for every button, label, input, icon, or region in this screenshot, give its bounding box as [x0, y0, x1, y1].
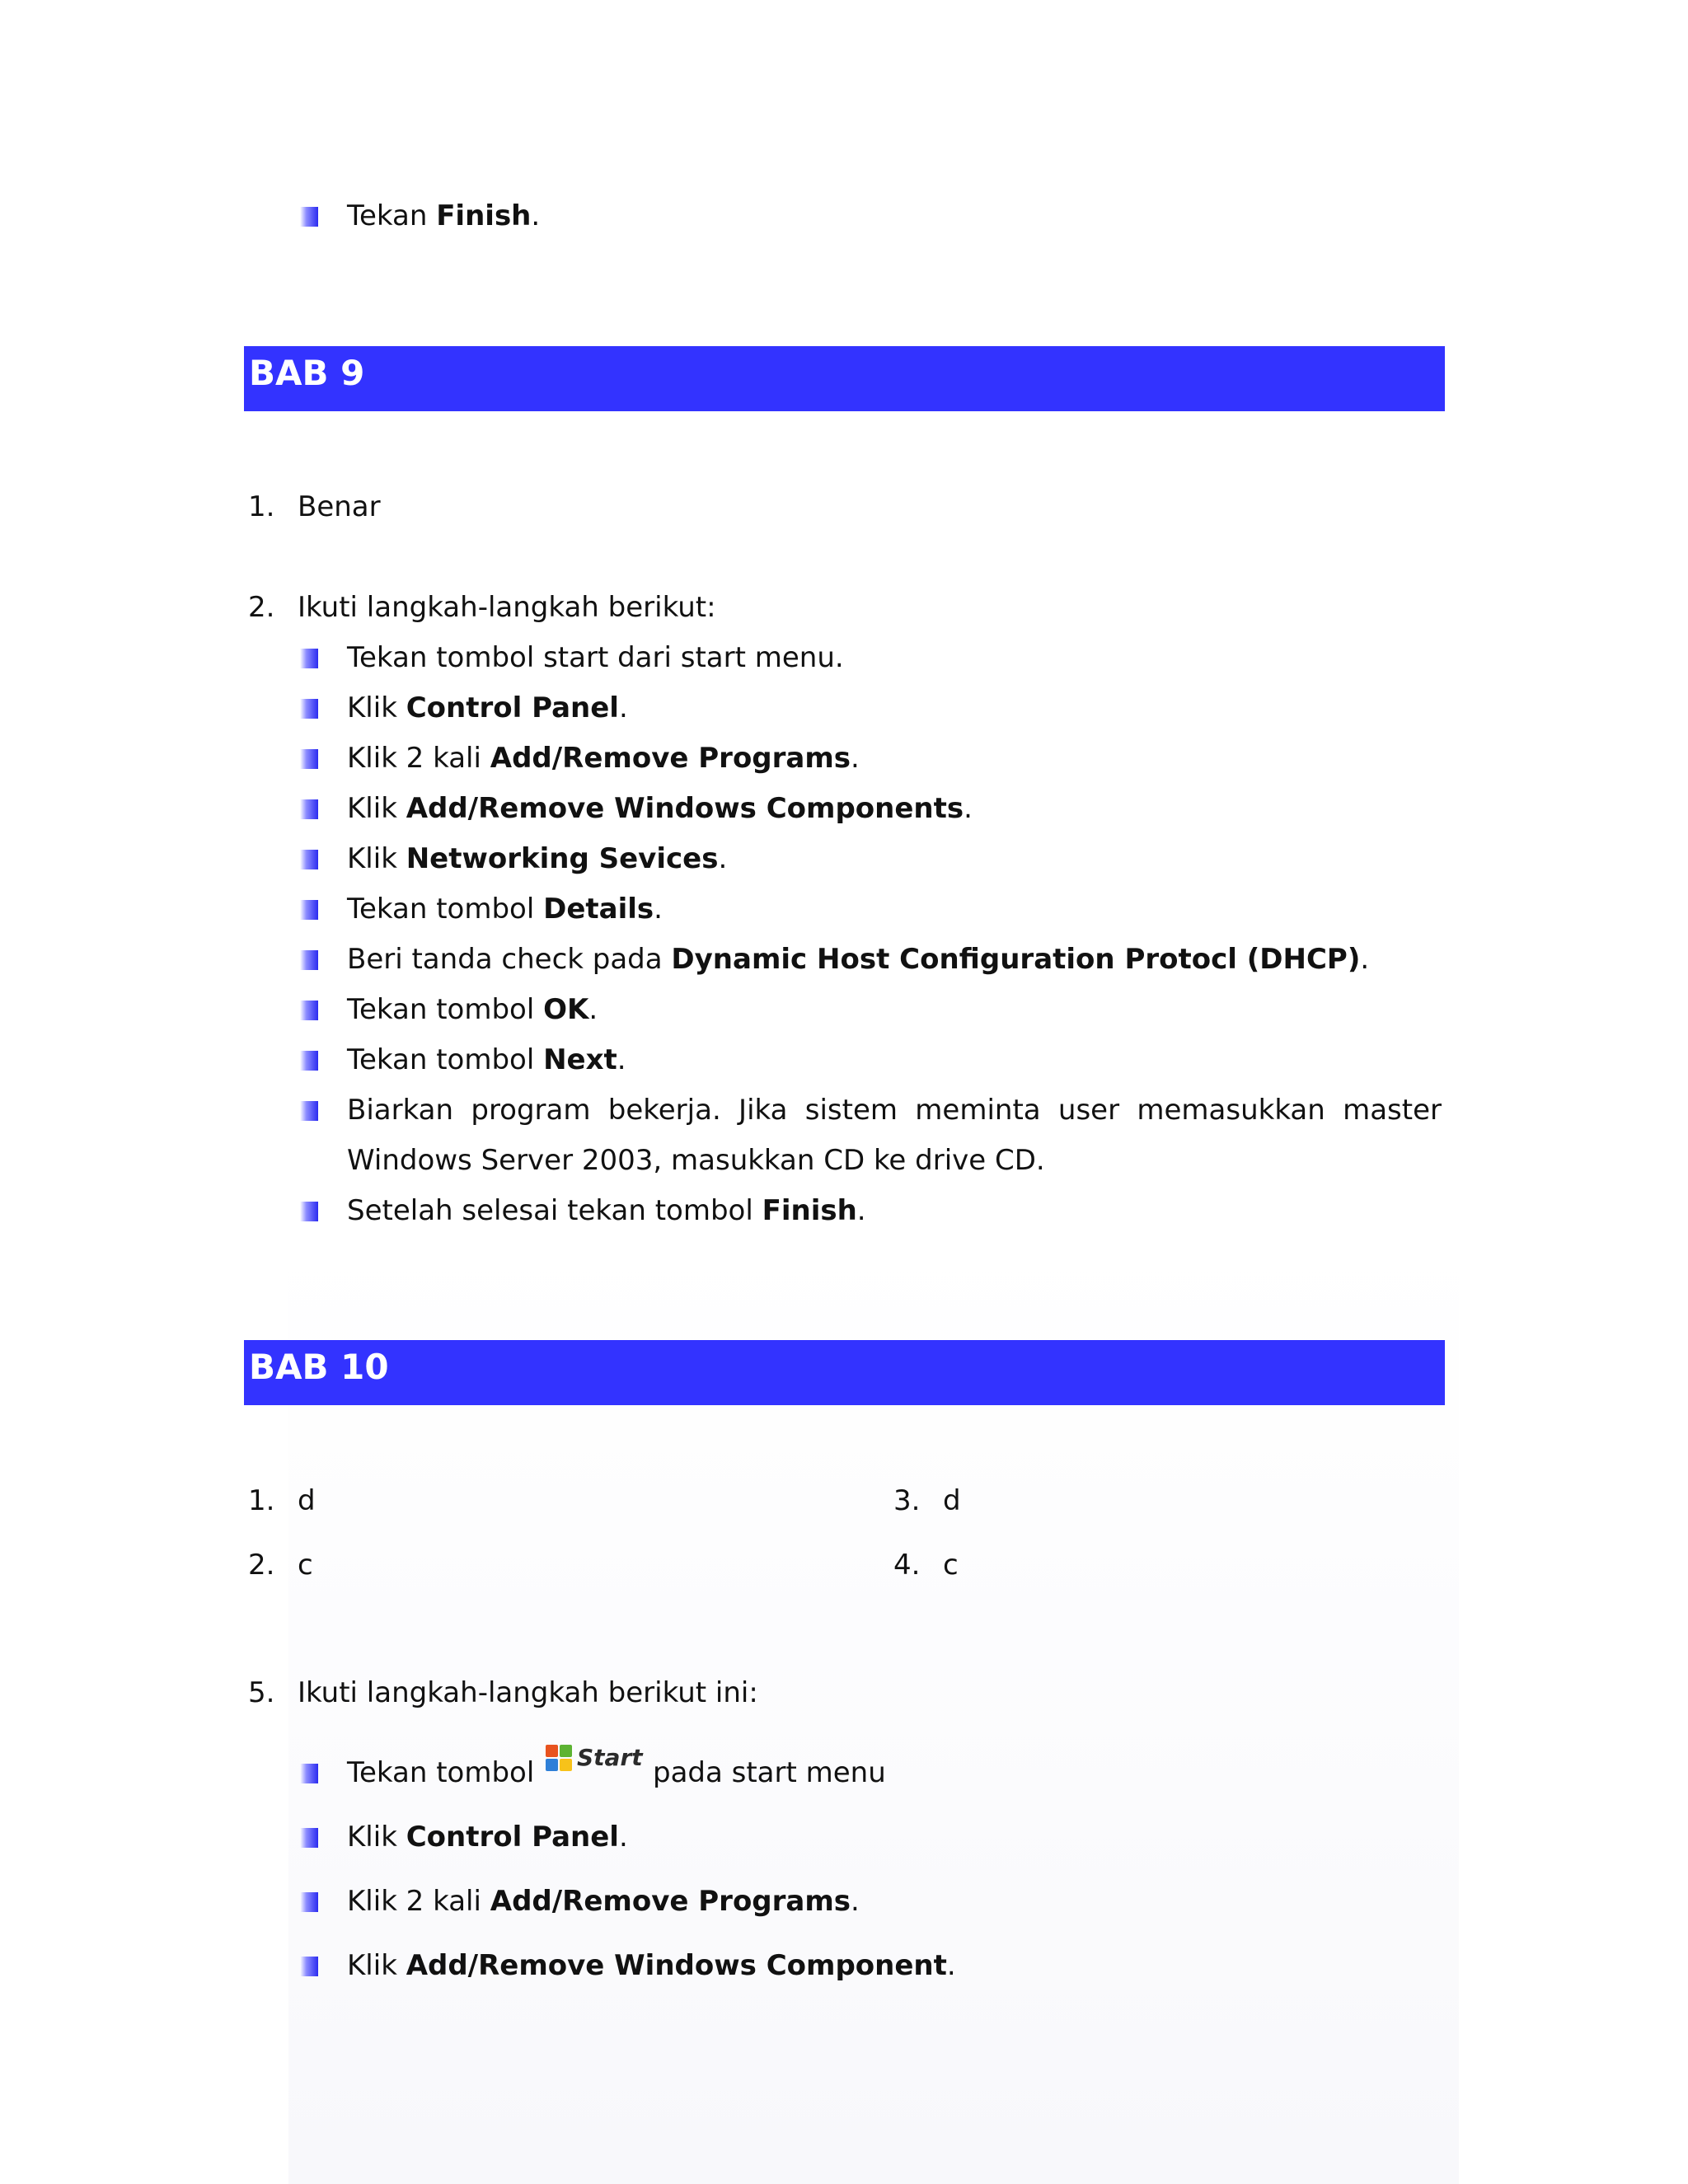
answer-text: Benar [298, 490, 381, 523]
step-item: Beri tanda check pada Dynamic Host Configuration Protocl (DHCP). [347, 943, 1370, 976]
square-bullet-icon [300, 1051, 318, 1071]
square-bullet-icon [300, 1764, 318, 1783]
step-item: Klik Control Panel. [347, 691, 628, 724]
square-bullet-icon [300, 1957, 318, 1976]
answer-number: 4. [893, 1549, 921, 1582]
answer-value: d [943, 1484, 961, 1517]
square-bullet-icon [300, 649, 318, 668]
step-start-button-prefix: Tekan tombol [347, 1756, 535, 1789]
square-bullet-icon [300, 749, 318, 769]
start-button-image [544, 1743, 643, 1779]
chapter-banner-bab9 [244, 346, 1445, 411]
question-intro: Ikuti langkah-langkah berikut: [298, 591, 716, 624]
windows-flag-icon [546, 1745, 574, 1773]
step-item: Tekan tombol OK. [347, 993, 598, 1026]
square-bullet-icon [300, 850, 318, 869]
answer-number: 2. [248, 1549, 275, 1582]
square-bullet-icon [300, 900, 318, 920]
step-item: Klik 2 kali Add/Remove Programs. [347, 1885, 860, 1918]
answer-value: c [943, 1549, 959, 1582]
square-bullet-icon [300, 1101, 318, 1121]
step-item: Klik Add/Remove Windows Components. [347, 792, 973, 825]
question-intro: Ikuti langkah-langkah berikut ini: [298, 1676, 758, 1709]
step-item: Klik Control Panel. [347, 1821, 628, 1854]
answer-value: d [298, 1484, 316, 1517]
question-number: 1. [248, 490, 275, 523]
square-bullet-icon [300, 950, 318, 970]
chapter-heading: BAB 9 [249, 353, 365, 393]
square-bullet-icon [300, 207, 318, 227]
answer-number: 3. [893, 1484, 921, 1517]
step-item: Klik Networking Sevices. [347, 842, 728, 875]
step-item: Tekan tombol Next. [347, 1043, 626, 1076]
step-start-button-suffix: pada start menu [653, 1756, 886, 1789]
step-item: Tekan tombol Details. [347, 893, 663, 926]
square-bullet-icon [300, 1202, 318, 1221]
start-label: Start [577, 1744, 643, 1771]
step-item: Klik Add/Remove Windows Component. [347, 1949, 956, 1982]
chapter-heading: BAB 10 [249, 1347, 389, 1387]
square-bullet-icon [300, 1001, 318, 1020]
step-item: Klik 2 kali Add/Remove Programs. [347, 742, 860, 775]
step-finish: Setelah selesai tekan tombol Finish. [347, 1194, 866, 1227]
step-tekan-finish: Tekan Finish. [347, 199, 541, 232]
square-bullet-icon [300, 699, 318, 719]
step-long-line1: Biarkan program bekerja. Jika sistem meminta user memasukkan master [347, 1094, 1442, 1127]
square-bullet-icon [300, 1828, 318, 1848]
square-bullet-icon [300, 799, 318, 819]
step-long-line2: Windows Server 2003, masukkan CD ke drive CD. [347, 1144, 1045, 1177]
answer-value: c [298, 1549, 313, 1582]
chapter-banner-bab10 [244, 1340, 1445, 1405]
answer-number: 1. [248, 1484, 275, 1517]
step-item: Tekan tombol start dari start menu. [347, 641, 844, 674]
question-number: 5. [248, 1676, 275, 1709]
question-number: 2. [248, 591, 275, 624]
square-bullet-icon [300, 1892, 318, 1912]
